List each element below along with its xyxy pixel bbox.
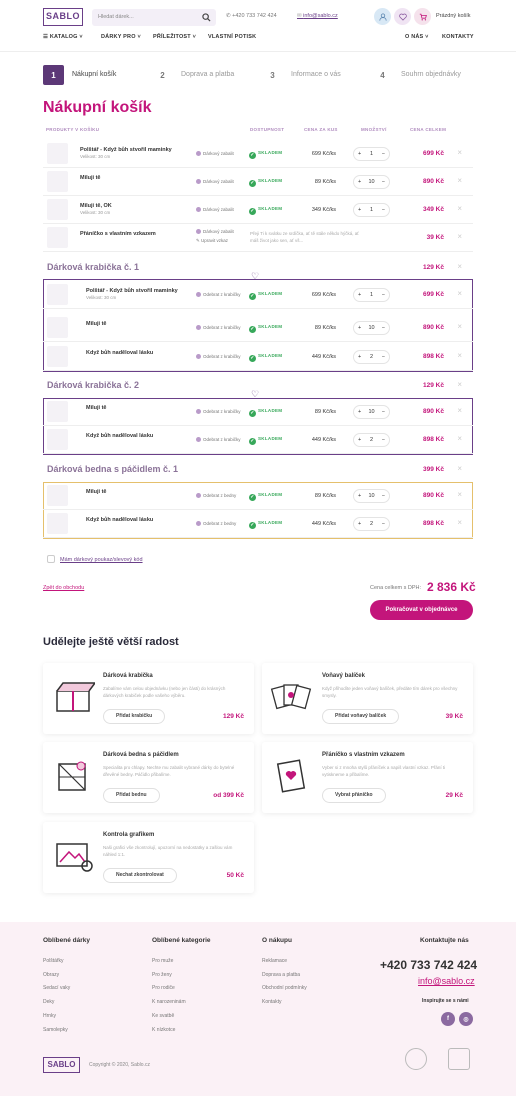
upsell-card-price: 129 Kč: [223, 713, 244, 720]
stock-status: [249, 492, 282, 501]
minus-icon[interactable]: −: [381, 325, 385, 331]
back-to-shop-link[interactable]: Zpět do obchodu: [43, 585, 85, 591]
stock-label: SKLADEM: [258, 178, 283, 183]
cart-row: [43, 168, 473, 196]
unit-price: 699 Kč/ks: [311, 292, 336, 298]
product-variant: Velikost: 30 cm: [80, 154, 111, 159]
trust-badge-icon: [405, 1048, 427, 1070]
upsell-card-price: 39 Kč: [445, 713, 463, 720]
minus-icon[interactable]: −: [381, 521, 385, 527]
quantity-value[interactable]: 10: [368, 409, 375, 415]
edit-message-link[interactable]: [196, 238, 228, 244]
cart-icon[interactable]: [414, 8, 431, 25]
remove-icon[interactable]: ×: [457, 176, 462, 185]
line-total: 699 Kč: [423, 291, 444, 298]
box-option[interactable]: [196, 151, 234, 156]
footer-inspire: Inspirujte se s námi: [422, 998, 469, 1004]
upsell-card-title: Dárková bedna s páčidlem: [103, 752, 179, 758]
nav-kontakty[interactable]: KONTAKTY: [442, 34, 474, 40]
product-name[interactable]: Miluji tě, OK: [80, 203, 112, 209]
stock-label: SKLADEM: [258, 291, 283, 296]
cart-row: [43, 343, 473, 371]
footer-contact-title: Kontaktujte nás: [420, 937, 469, 944]
phone-icon: ✆: [226, 13, 233, 19]
footer-email[interactable]: info@sablo.cz: [418, 976, 475, 986]
check-icon: ✓: [250, 293, 255, 299]
header-email-text: info@sablo.cz: [303, 13, 338, 19]
box-option-label: Dárkový zabalit: [203, 207, 234, 212]
remove-icon[interactable]: ×: [457, 322, 462, 331]
remove-group-icon[interactable]: ×: [457, 380, 462, 389]
box-option[interactable]: [196, 437, 241, 442]
line-total: 890 Kč: [423, 324, 444, 331]
copyright: Copyright © 2020, Sablo.cz: [89, 1062, 150, 1068]
search-placeholder: Hledat dárek...: [98, 14, 134, 20]
stock-status: [249, 324, 282, 333]
step-1-label: Nákupní košík: [72, 71, 117, 78]
box-option-label: Dárkový zabalit: [203, 179, 234, 184]
cart-row: [43, 140, 473, 168]
group-price: 129 Kč: [423, 264, 444, 271]
box-option[interactable]: [196, 409, 241, 414]
step-3-label: Informace o vás: [291, 71, 341, 78]
remove-icon[interactable]: ×: [457, 518, 462, 527]
box-option-label: Odebrat z bedny: [203, 521, 237, 526]
nav-vlastni-potisk[interactable]: VLASTNÍ POTISK: [208, 34, 257, 40]
line-total: 898 Kč: [423, 353, 444, 360]
gift-wrap-option[interactable]: [196, 229, 234, 234]
quantity-value[interactable]: 2: [369, 437, 374, 443]
remove-icon[interactable]: ×: [457, 232, 462, 241]
remove-icon[interactable]: ×: [457, 204, 462, 213]
quantity-stepper[interactable]: [353, 321, 390, 335]
footer-link[interactable]: Doprava a platba: [262, 971, 301, 978]
line-total: 39 Kč: [426, 234, 444, 241]
check-icon: ✓: [250, 494, 255, 500]
footer-link[interactable]: K narozeninám: [152, 999, 186, 1006]
box-option[interactable]: [196, 493, 236, 498]
greeting-card-icon: [270, 756, 314, 796]
footer-link[interactable]: Pro muže: [152, 958, 174, 964]
footer-link[interactable]: Samolepky: [43, 1026, 68, 1033]
col-quantity: MNOŽSTVÍ: [361, 127, 387, 132]
box-option-label: Odebrat z krabičky: [203, 325, 241, 330]
upsell-card-title: Voňavý balíček: [322, 673, 365, 679]
minus-icon[interactable]: −: [381, 151, 385, 157]
product-name[interactable]: Miluji tě: [80, 175, 101, 181]
quantity-stepper[interactable]: [353, 147, 390, 161]
edit-message-label: Upravit vzkaz: [201, 238, 229, 243]
plus-icon[interactable]: +: [358, 179, 362, 185]
upsell-title: Udělejte ještě větší radost: [43, 636, 179, 648]
footer-link[interactable]: Sedací vaky: [43, 985, 71, 992]
line-total: 890 Kč: [423, 492, 444, 499]
step-1-number: 1: [43, 65, 64, 85]
step-4-number: 4: [380, 70, 385, 80]
stock-label: SKLADEM: [258, 520, 283, 525]
plus-icon[interactable]: +: [358, 292, 362, 298]
unit-price: 449 Kč/ks: [311, 437, 336, 443]
quantity-stepper[interactable]: [353, 517, 390, 531]
scent-cards-icon: [270, 677, 314, 717]
unit-price: 89 Kč/ks: [314, 325, 336, 331]
box-option-label: Odebrat z krabičky: [203, 354, 241, 359]
certificate-badge-icon: [448, 1048, 470, 1070]
footer-col1-title: Oblíbené dárky: [43, 937, 90, 944]
plus-circle-icon: [196, 354, 201, 359]
check-icon: ✓: [250, 355, 255, 361]
footer-link[interactable]: Reklamace: [262, 958, 288, 964]
product-variant: Velikost: 30 cm: [86, 295, 117, 300]
stock-label: SKLADEM: [258, 353, 283, 358]
box-option-label: Odebrat z krabičky: [203, 437, 241, 442]
group-price: 129 Kč: [423, 382, 444, 389]
unit-price: 349 Kč/ks: [311, 207, 336, 213]
unit-price: 89 Kč/ks: [314, 493, 336, 499]
nav-prilezitost[interactable]: PŘÍLEŽITOST ˅: [153, 34, 196, 40]
bow-icon: ♡: [251, 271, 260, 281]
footer-link[interactable]: Polštářky: [43, 958, 64, 964]
minus-icon[interactable]: −: [381, 437, 385, 443]
gift-box-icon: [51, 677, 95, 717]
stock-label: SKLADEM: [258, 324, 283, 329]
quantity-stepper[interactable]: [353, 175, 390, 189]
quantity-value[interactable]: 10: [368, 179, 375, 185]
product-name[interactable]: Miluji tě: [86, 405, 107, 411]
footer-phone[interactable]: +420 733 742 424: [380, 958, 478, 972]
check-icon: ✓: [250, 410, 255, 416]
pencil-icon: ✎: [196, 238, 202, 243]
stock-label: SKLADEM: [258, 492, 283, 497]
box-option[interactable]: [196, 207, 234, 212]
header-email[interactable]: [297, 13, 338, 19]
message-preview: Přeji Ti k svátku ze srdíčka, ať tě stále někdo hýčká, ať máš život jako sen, ať vš...: [250, 231, 359, 243]
check-icon: ✓: [250, 180, 255, 186]
check-icon: ✓: [250, 208, 255, 214]
quantity-stepper[interactable]: [353, 288, 390, 302]
product-name[interactable]: Miluji tě: [86, 321, 107, 327]
product-thumbnail[interactable]: [47, 171, 68, 192]
box-option[interactable]: [196, 179, 234, 184]
gift-code-checkbox[interactable]: [47, 555, 143, 563]
step-2-label: Doprava a platba: [181, 71, 235, 78]
footer-link[interactable]: Kontakty: [262, 999, 282, 1006]
stock-status: [249, 408, 282, 417]
unit-price: 449 Kč/ks: [311, 521, 336, 527]
plus-circle-icon: [196, 207, 201, 212]
cart-row: [43, 281, 473, 309]
plus-icon[interactable]: +: [358, 325, 362, 331]
upsell-card-title: Dárková krabička: [103, 673, 153, 679]
upsell-card-desc: Naši grafici vše zkontrolují, upozorní na nedostatky a zašlou vám náhled 1:1.: [103, 845, 233, 857]
cart-row: [43, 398, 473, 426]
summary-total: 2 836 Kč: [427, 580, 476, 594]
product-name[interactable]: Když bůh naděloval lásku: [86, 517, 154, 523]
product-variant: Velikost: 30 cm: [80, 210, 111, 215]
footer-col3-title: O nákupu: [262, 937, 292, 944]
plus-circle-icon: [196, 151, 201, 156]
cart-row: [43, 314, 473, 342]
quantity-stepper[interactable]: [353, 203, 390, 217]
footer-link[interactable]: Ke svatbě: [152, 1012, 175, 1019]
cart-row: [43, 426, 473, 454]
stock-status: [249, 178, 282, 187]
plus-icon[interactable]: +: [358, 437, 362, 443]
header-phone-text: +420 733 742 424: [232, 13, 277, 19]
upsell-card: [262, 742, 473, 813]
unit-price: 449 Kč/ks: [311, 354, 336, 360]
product-name[interactable]: Polštář - Když bůh stvořil maminky: [86, 288, 178, 294]
product-name[interactable]: Když bůh naděloval lásku: [86, 350, 154, 356]
footer-link[interactable]: Obrazy: [43, 971, 60, 978]
bow-icon: ♡: [251, 389, 260, 399]
add-scent-button[interactable]: Přidat voňavý balíček: [322, 709, 399, 724]
check-icon: ✓: [250, 326, 255, 332]
col-total: CENA CELKEM: [410, 127, 447, 132]
quantity-value[interactable]: 2: [369, 521, 374, 527]
plus-icon[interactable]: +: [358, 493, 362, 499]
search-input[interactable]: [92, 9, 216, 26]
upsell-card-price: 29 Kč: [445, 792, 463, 799]
minus-icon[interactable]: −: [381, 493, 385, 499]
group-price: 399 Kč: [423, 466, 444, 473]
step-4-label: Souhrn objednávky: [401, 71, 461, 78]
product-thumbnail[interactable]: [47, 485, 68, 506]
footer-link[interactable]: Hrnky: [43, 1012, 57, 1019]
box-option[interactable]: [196, 354, 241, 359]
upsell-card-price: 50 Kč: [226, 872, 244, 879]
plus-circle-icon: [196, 437, 201, 442]
footer-link[interactable]: Deky: [43, 999, 55, 1006]
remove-icon[interactable]: ×: [457, 148, 462, 157]
check-icon: ✓: [250, 522, 255, 528]
wishlist-heart-icon[interactable]: [394, 8, 411, 25]
footer-link[interactable]: K nízkotce: [152, 1026, 176, 1033]
unit-price: 89 Kč/ks: [314, 409, 336, 415]
header-phone[interactable]: [226, 13, 277, 19]
group-title: Dárková krabička č. 1: [47, 262, 140, 272]
col-unit-price: CENA ZA KUS: [304, 127, 338, 132]
stock-status: [249, 436, 282, 445]
search-icon[interactable]: [202, 13, 211, 22]
stock-label: SKLADEM: [258, 436, 283, 441]
checkbox-icon[interactable]: [47, 555, 55, 563]
unit-price: 699 Kč/ks: [311, 151, 336, 157]
line-total: 349 Kč: [423, 206, 444, 213]
footer-link[interactable]: Pro rodiče: [152, 985, 175, 992]
stock-label: SKLADEM: [258, 408, 283, 413]
add-crate-button[interactable]: Přidat bednu: [103, 788, 160, 803]
plus-circle-icon: [196, 179, 201, 184]
plus-icon[interactable]: +: [358, 151, 362, 157]
plus-icon[interactable]: +: [358, 409, 362, 415]
remove-group-icon[interactable]: ×: [457, 262, 462, 271]
choose-card-button[interactable]: Vybrat přáníčko: [322, 788, 386, 803]
footer-link[interactable]: Obchodní podmínky: [262, 985, 307, 992]
page-title: Nákupní košík: [43, 99, 152, 116]
quantity-stepper[interactable]: [353, 489, 390, 503]
upsell-card-title: Kontrola grafikem: [103, 832, 155, 838]
minus-icon[interactable]: −: [381, 179, 385, 185]
upsell-card-desc: Zabalíme vám celou objednávku (nebo jen části) do krásných dárkových krabiček podle vašeho výběru.: [103, 686, 226, 698]
quantity-value[interactable]: 1: [369, 207, 374, 213]
nav-o-nas-label: O NÁS: [405, 34, 424, 40]
upsell-card-desc: Vyber si z mnoha stylů přáníček a napiš vlastní vzkaz. Přání ti vytiskneme a přibalíme.: [322, 765, 446, 777]
product-name[interactable]: Miluji tě: [86, 489, 107, 495]
cart-label[interactable]: Prázdný košík: [436, 13, 471, 19]
group-title: Dárková bedna s páčidlem č. 1: [47, 464, 179, 474]
upsell-card: [43, 742, 254, 813]
stock-status: [249, 150, 282, 159]
product-name[interactable]: Polštář - Když bůh stvořil maminky: [80, 147, 172, 153]
step-3-number: 3: [270, 70, 275, 80]
stock-status: [249, 353, 282, 362]
quantity-value[interactable]: 2: [369, 354, 374, 360]
product-thumbnail[interactable]: [47, 429, 68, 450]
line-total: 890 Kč: [423, 178, 444, 185]
line-total: 890 Kč: [423, 408, 444, 415]
product-thumbnail[interactable]: [47, 513, 68, 534]
instagram-icon[interactable]: ◎: [459, 1012, 473, 1026]
stock-status: [249, 520, 282, 529]
plus-circle-icon: [196, 521, 201, 526]
remove-icon[interactable]: ×: [457, 406, 462, 415]
product-thumbnail[interactable]: [47, 143, 68, 164]
quantity-value[interactable]: 10: [368, 493, 375, 499]
minus-icon[interactable]: −: [381, 292, 385, 298]
footer-link[interactable]: Pro ženy: [152, 971, 172, 978]
product-thumbnail[interactable]: [47, 346, 68, 367]
upsell-card-desc: Specialita pro chlapy. Nechte mu zabalit vybrané dárky do bytelné dřevěné bedny. Páčidlo přibalíme.: [103, 765, 235, 777]
box-option[interactable]: [196, 521, 236, 526]
nav-darky-pro-label: DÁRKY PRO: [101, 34, 136, 40]
plus-circle-icon: [196, 292, 201, 297]
stock-status: [249, 206, 282, 215]
upsell-card: [43, 663, 254, 734]
check-icon: ✓: [250, 152, 255, 158]
plus-icon[interactable]: +: [358, 354, 362, 360]
unit-price: 89 Kč/ks: [314, 179, 336, 185]
quantity-stepper[interactable]: [353, 405, 390, 419]
plus-circle-icon: [196, 409, 201, 414]
stock-label: SKLADEM: [258, 206, 283, 211]
plus-circle-icon: [196, 325, 201, 330]
product-name[interactable]: Přáníčko s vlastním vzkazem: [80, 231, 156, 237]
col-products: PRODUKTY V KOŠÍKU: [46, 127, 100, 132]
quantity-value[interactable]: 1: [369, 292, 374, 298]
product-thumbnail[interactable]: [47, 227, 68, 248]
logo[interactable]: SABLO: [43, 8, 83, 26]
plus-circle-icon: [196, 229, 201, 234]
summary-label: Cena celkem s DPH:: [370, 585, 422, 591]
nav-darky-pro[interactable]: DÁRKY PRO ˅: [101, 34, 141, 40]
check-icon: ✓: [250, 438, 255, 444]
stock-status: [249, 291, 282, 300]
product-thumbnail[interactable]: [47, 199, 68, 220]
box-option-label: Odebrat z krabičky: [203, 409, 241, 414]
col-availability: DOSTUPNOST: [250, 127, 285, 132]
upsell-card-title: Přáníčko s vlastním vzkazem: [322, 752, 405, 758]
quantity-stepper[interactable]: [353, 433, 390, 447]
line-total: 898 Kč: [423, 520, 444, 527]
remove-icon[interactable]: ×: [457, 490, 462, 499]
remove-icon[interactable]: ×: [457, 351, 462, 360]
minus-icon[interactable]: −: [381, 409, 385, 415]
upsell-card-price: od 399 Kč: [213, 792, 244, 799]
product-thumbnail[interactable]: [47, 317, 68, 338]
gift-code-label: Mám dárkový poukaz/slevový kód: [60, 557, 143, 563]
add-box-button[interactable]: Přidat krabičku: [103, 709, 165, 724]
crate-icon: [51, 756, 95, 796]
quantity-value[interactable]: 1: [369, 151, 374, 157]
group-title: Dárková krabička č. 2: [47, 380, 140, 390]
user-icon[interactable]: [374, 8, 391, 25]
box-option-label: Dárkový zabalit: [203, 151, 234, 156]
cart-row: [43, 510, 473, 538]
cart-row: [43, 482, 473, 510]
product-thumbnail[interactable]: [47, 401, 68, 422]
remove-icon[interactable]: ×: [457, 434, 462, 443]
minus-icon[interactable]: −: [381, 354, 385, 360]
plus-icon[interactable]: +: [358, 207, 362, 213]
step-2-number: 2: [160, 70, 165, 80]
plus-circle-icon: [196, 493, 201, 498]
nav-katalog-label: KATALOG: [49, 34, 78, 40]
cart-row: [43, 196, 473, 224]
footer-logo[interactable]: SABLO: [43, 1057, 80, 1073]
mail-icon: ✉: [297, 13, 304, 19]
box-option-label: Odebrat z bedny: [203, 493, 237, 498]
request-check-button[interactable]: Nechat zkontrolovat: [103, 868, 177, 883]
product-thumbnail[interactable]: [47, 284, 68, 305]
footer-col2-title: Oblíbené kategorie: [152, 937, 211, 944]
box-option[interactable]: [196, 292, 241, 297]
graphic-check-icon: [51, 836, 95, 876]
upsell-card: [262, 663, 473, 734]
continue-order-button[interactable]: Pokračovat v objednávce: [370, 600, 473, 620]
nav-katalog[interactable]: ☰ KATALOG ˅: [43, 34, 83, 40]
line-total: 898 Kč: [423, 436, 444, 443]
remove-icon[interactable]: ×: [457, 289, 462, 298]
nav-o-nas[interactable]: O NÁS ˅: [405, 34, 429, 40]
upsell-card: [43, 822, 254, 893]
gift-wrap-label: Dárkový zabalit: [203, 229, 234, 234]
remove-group-icon[interactable]: ×: [457, 464, 462, 473]
upsell-card-desc: Když přihodíte jeden voňavý balíček, předáte tím dárek pro všechny smysly.: [322, 686, 458, 698]
product-name[interactable]: Když bůh naděloval lásku: [86, 433, 154, 439]
quantity-stepper[interactable]: [353, 350, 390, 364]
facebook-icon[interactable]: f: [441, 1012, 455, 1026]
minus-icon[interactable]: −: [381, 207, 385, 213]
hamburger-icon: ☰: [43, 34, 50, 40]
cart-row: [43, 224, 473, 252]
box-option-label: Odebrat z krabičky: [203, 292, 241, 297]
nav-prilezitost-label: PŘÍLEŽITOST: [153, 34, 191, 40]
quantity-value[interactable]: 10: [368, 325, 375, 331]
stock-label: SKLADEM: [258, 150, 283, 155]
line-total: 699 Kč: [423, 150, 444, 157]
plus-icon[interactable]: +: [358, 521, 362, 527]
box-option[interactable]: [196, 325, 241, 330]
